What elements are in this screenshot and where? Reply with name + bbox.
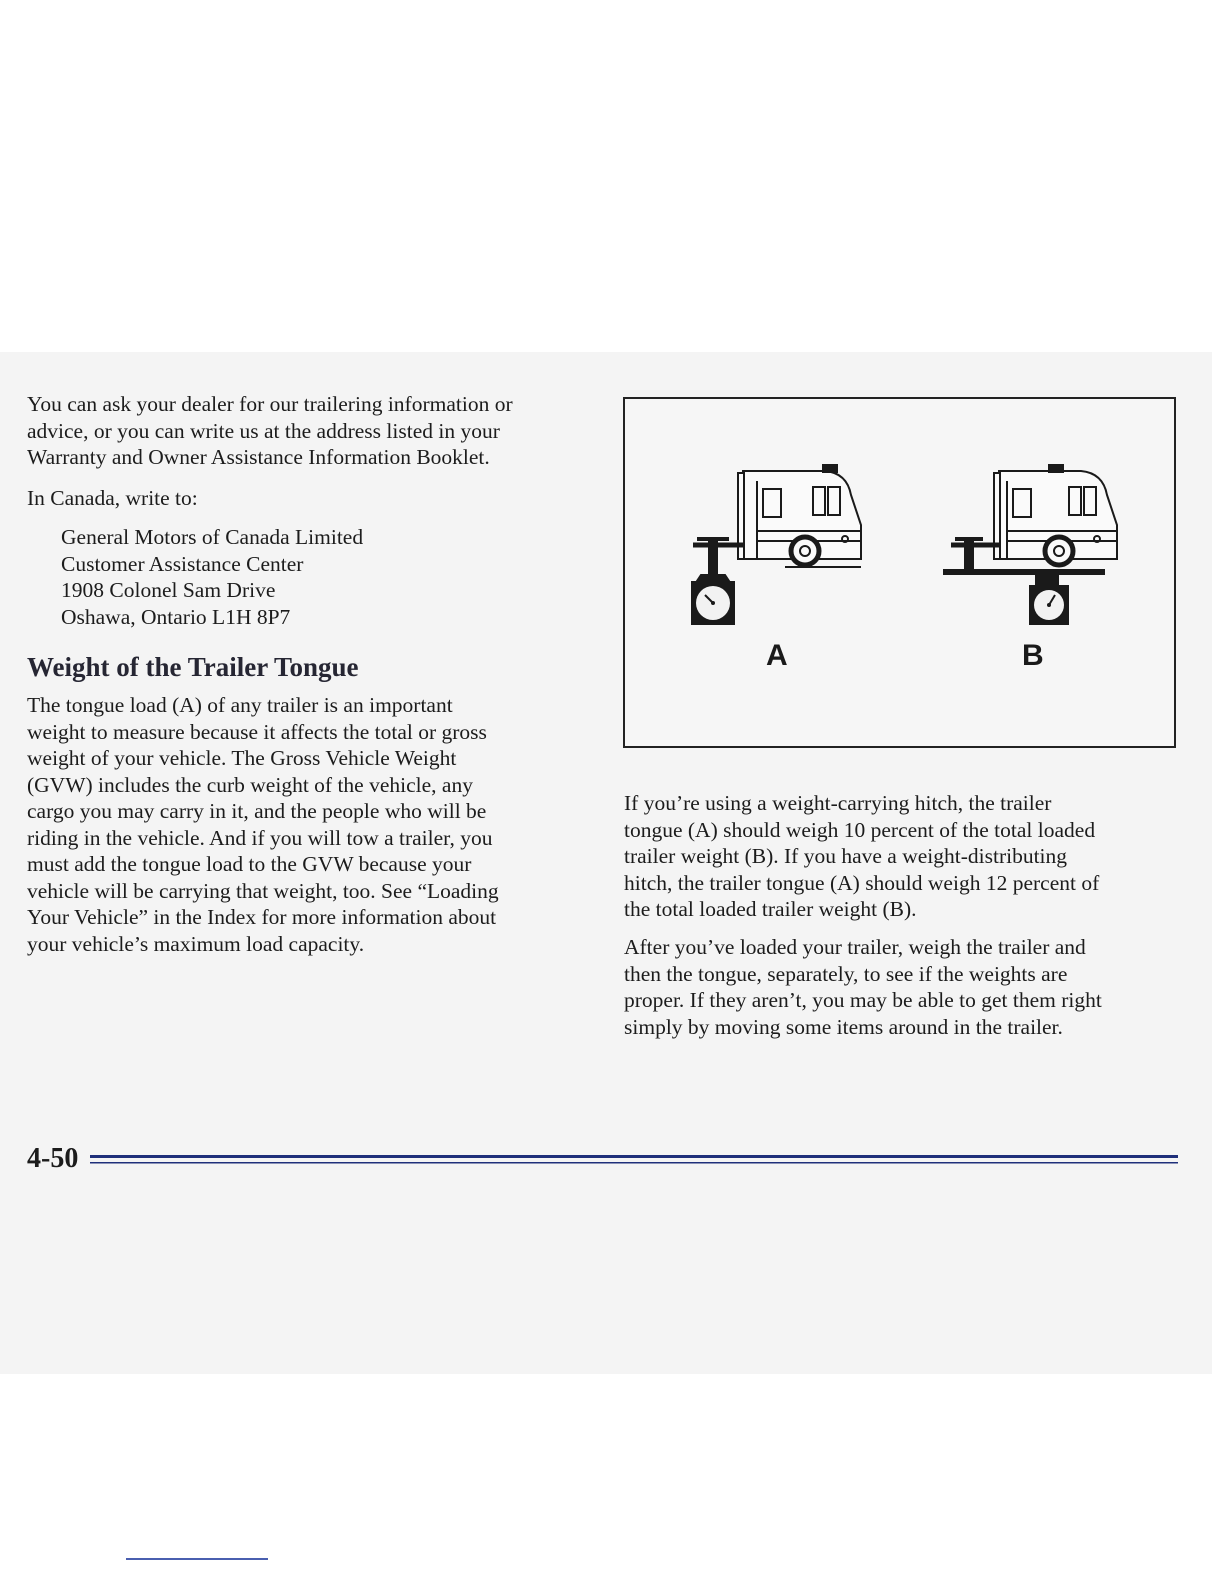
- scale-icon: [1029, 585, 1069, 625]
- intro-line: Warranty and Owner Assistance Information Booklet.: [27, 445, 490, 469]
- body-line: weight to measure because it affects the total or gross: [27, 719, 487, 744]
- trailer-icon: [693, 465, 861, 567]
- bottom-link-rule: [126, 1558, 268, 1560]
- canada-label: In Canada, write to:: [27, 486, 198, 510]
- intro-line: advice, or you can write us at the address listed in your: [27, 418, 500, 443]
- intro-line: You can ask your dealer for our trailering information or: [27, 392, 513, 416]
- body-line: If you’re using a weight-carrying hitch, the trailer: [624, 791, 1052, 815]
- body-line: (GVW) includes the curb weight of the vehicle, any: [27, 772, 473, 797]
- address-line: General Motors of Canada Limited: [61, 525, 364, 549]
- scale-platform: [943, 569, 1105, 585]
- body-line: must add the tongue load to the GVW because your: [27, 852, 472, 876]
- footer-rule: [90, 1151, 1178, 1169]
- body-line: The tongue load (A) of any trailer is an important: [27, 693, 453, 717]
- intro-paragraph: [27, 391, 513, 471]
- body-line: your vehicle’s maximum load capacity.: [27, 931, 365, 956]
- body-line: hitch, the trailer tongue (A) should weigh 12 percent of: [624, 870, 1100, 895]
- body-line: tongue (A) should weigh 10 percent of the total loaded: [624, 817, 1096, 842]
- body-line: vehicle will be carrying that weight, too. See “Loading: [27, 878, 499, 903]
- trailer-weight-figure: [623, 397, 1176, 748]
- address-line: Customer Assistance Center: [61, 551, 304, 576]
- scale-icon: [691, 581, 735, 625]
- trailer-icon: [951, 465, 1117, 565]
- body-line: proper. If they aren’t, you may be able to get them right: [624, 988, 1102, 1012]
- body-line: Your Vehicle” in the Index for more information about: [27, 905, 497, 929]
- loading-paragraph: [624, 934, 1102, 1040]
- body-line: riding in the vehicle. And if you will tow a trailer, you: [27, 825, 493, 850]
- body-line: then the tongue, separately, to see if the weights are: [624, 961, 1068, 986]
- section-title: Weight of the Trailer Tongue: [27, 652, 359, 682]
- trailer-illustration: [625, 399, 1174, 746]
- body-line: the total loaded trailer weight (B).: [624, 897, 917, 921]
- figure-label-b: B: [1022, 639, 1044, 672]
- body-line: weight of your vehicle. The Gross Vehicle Weight: [27, 746, 457, 770]
- body-line: trailer weight (B). If you have a weight-distributing: [624, 844, 1068, 868]
- body-line: After you’ve loaded your trailer, weigh the trailer and: [624, 935, 1086, 959]
- figure-label-a: A: [766, 639, 788, 672]
- hitch-paragraph: [624, 790, 1099, 923]
- body-line: simply by moving some items around in the trailer.: [624, 1014, 1063, 1039]
- body-line: cargo you may carry in it, and the people who will be: [27, 799, 487, 823]
- page-number: 4-50: [27, 1143, 79, 1174]
- address-line: 1908 Colonel Sam Drive: [61, 578, 276, 602]
- tongue-paragraph: [27, 692, 499, 957]
- address-line: Oshawa, Ontario L1H 8P7: [61, 604, 291, 629]
- canada-address: [61, 524, 363, 630]
